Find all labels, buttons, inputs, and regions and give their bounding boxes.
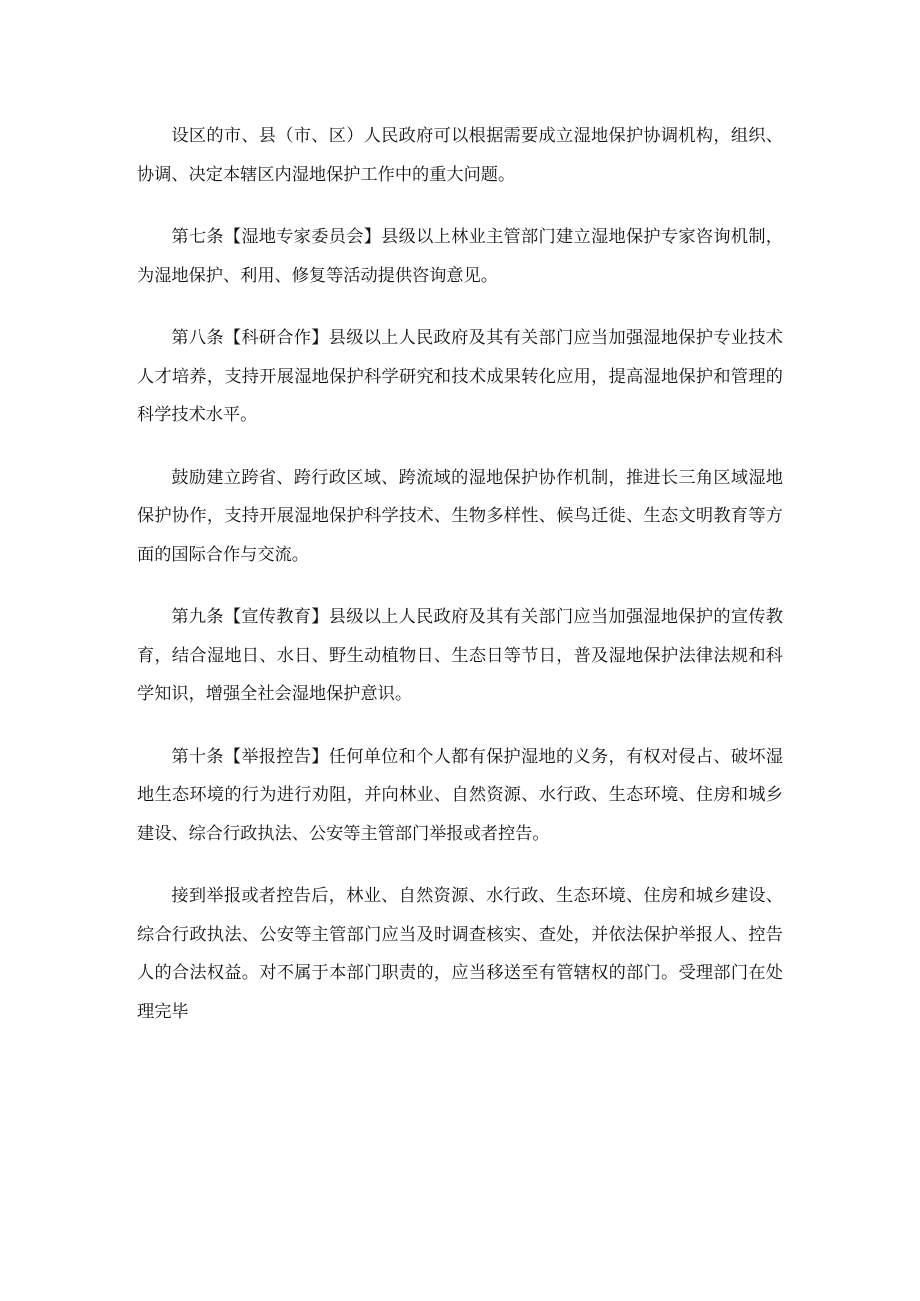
paragraph-cooperation: 鼓励建立跨省、跨行政区域、跨流域的湿地保护协作机制，推进长三角区域湿地保护协作，支持开展湿地保护科学技术、生物多样性、候鸟迁徙、生态文明教育等方面的国际合作与交流。 <box>137 467 783 565</box>
paragraph-article-7: 第七条【湿地专家委员会】县级以上林业主管部门建立湿地保护专家咨询机制，为湿地保护、利用、修复等活动提供咨询意见。 <box>137 227 783 286</box>
paragraph-report-handling: 接到举报或者控告后，林业、自然资源、水行政、生态环境、住房和城乡建设、综合行政执法、公安等主管部门应当及时调查核实、查处，并依法保护举报人、控告人的合法权益。对不属于本部门职责的，应当移送至有管辖权的部门。受理部门在处理完毕 <box>137 886 783 1022</box>
paragraph-article-10: 第十条【举报控告】任何单位和个人都有保护湿地的义务，有权对侵占、破坏湿地生态环境的行为进行劝阻，并向林业、自然资源、水行政、生态环境、住房和城乡建设、综合行政执法、公安等主管部门举报或者控告。 <box>137 746 783 844</box>
paragraph-article-8: 第八条【科研合作】县级以上人民政府及其有关部门应当加强湿地保护专业技术人才培养，支持开展湿地保护科学研究和技术成果转化应用，提高湿地保护和管理的科学技术水平。 <box>137 328 783 425</box>
document-body <box>137 117 783 1055</box>
paragraph-coordination-body: 设区的市、县（市、区）人民政府可以根据需要成立湿地保护协调机构，组织、协调、决定本辖区内湿地保护工作中的重大问题。 <box>137 126 783 185</box>
paragraph-article-9: 第九条【宣传教育】县级以上人民政府及其有关部门应当加强湿地保护的宣传教育，结合湿地日、水日、野生动植物日、生态日等节日，普及湿地保护法律法规和科学知识，增强全社会湿地保护意识。 <box>137 607 783 704</box>
